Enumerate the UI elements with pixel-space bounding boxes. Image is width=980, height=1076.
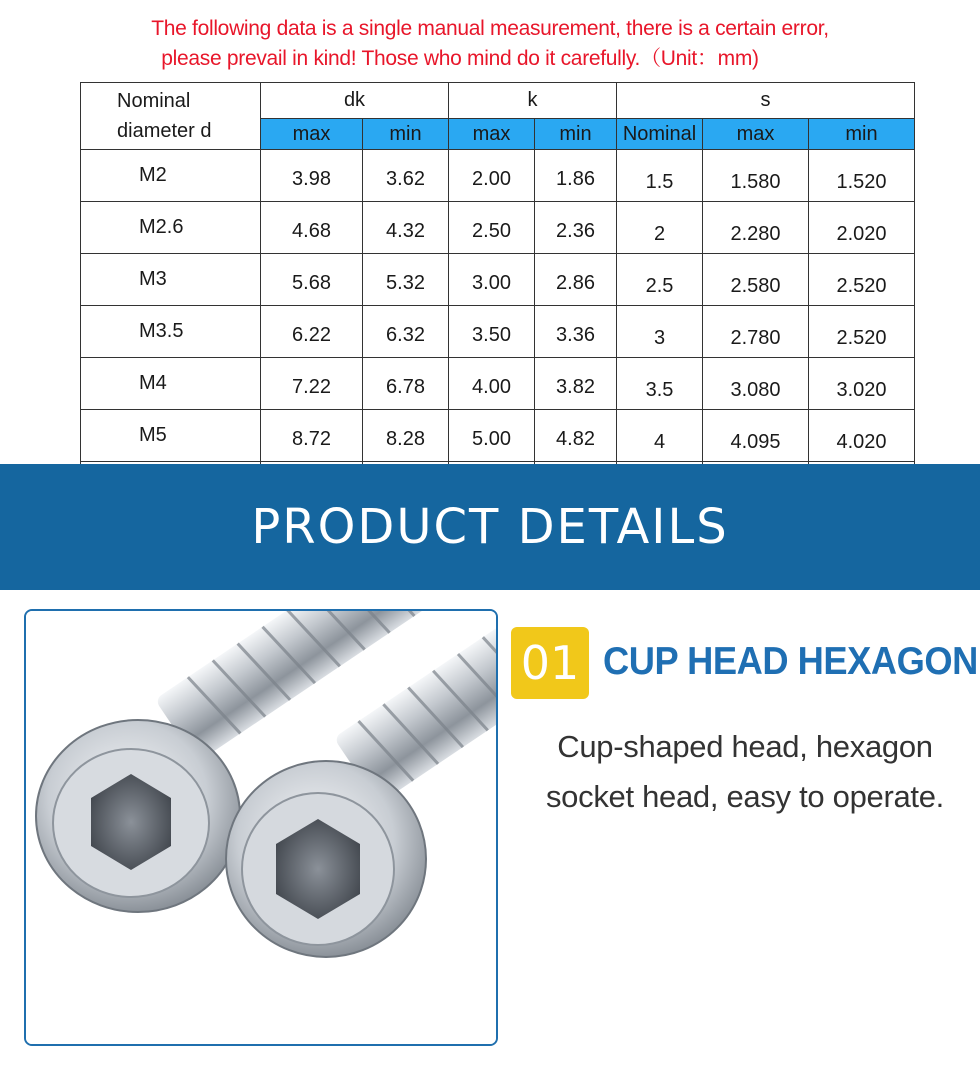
- cell-s-max: 1.580: [703, 150, 809, 202]
- subheader-cell: min: [535, 119, 617, 150]
- product-photo: [24, 609, 498, 1046]
- cell-s-max: 2.780: [703, 306, 809, 358]
- group-dk: dk: [261, 83, 449, 119]
- cell-dk-min: 6.78: [363, 358, 449, 410]
- cell-k-min: 3.36: [535, 306, 617, 358]
- table-row: [81, 306, 915, 358]
- group-s: s: [617, 83, 915, 119]
- feature-description: [510, 722, 980, 822]
- cell-s-min: 3.020: [809, 358, 915, 410]
- table-row: [81, 254, 915, 306]
- cell-s-min: 2.520: [809, 254, 915, 306]
- subheader-cell: max: [449, 119, 535, 150]
- nominal-diameter-header: Nominal diameter d: [81, 83, 261, 150]
- cell-s-max: 4.095: [703, 410, 809, 462]
- subheader-cell: Nominal: [617, 119, 703, 150]
- subheader-cell: min: [363, 119, 449, 150]
- table-row: [81, 410, 915, 462]
- cell-s-min: 2.020: [809, 202, 915, 254]
- banner-title: PRODUCT DETAILS: [251, 499, 729, 555]
- cell-dk-min: 5.32: [363, 254, 449, 306]
- cell-k-min: 3.82: [535, 358, 617, 410]
- table-group-header: [81, 83, 915, 119]
- cell-dk-max: 6.22: [261, 306, 363, 358]
- cell-d: M4: [81, 358, 261, 410]
- table-row: [81, 202, 915, 254]
- cell-k-max: 4.00: [449, 358, 535, 410]
- cell-s-nom: 1.5: [617, 150, 703, 202]
- notice-line-1: The following data is a single manual measurement, there is a certain error,: [151, 17, 829, 40]
- cell-s-nom: 2: [617, 202, 703, 254]
- measurement-notice: [0, 14, 980, 74]
- cell-dk-max: 8.72: [261, 410, 363, 462]
- feature-title: CUP HEAD HEXAGON: [603, 640, 978, 683]
- feature-number-badge: 01: [511, 627, 589, 699]
- cell-s-min: 4.020: [809, 410, 915, 462]
- subheader-cell: min: [809, 119, 915, 150]
- cell-dk-min: 3.62: [363, 150, 449, 202]
- table-row: [81, 150, 915, 202]
- cell-dk-max: 3.98: [261, 150, 363, 202]
- notice-line-2: please prevail in kind! Those who mind do it carefully.（Unit：mm): [161, 47, 759, 70]
- cell-d: M3: [81, 254, 261, 306]
- cell-s-max: 2.580: [703, 254, 809, 306]
- subheader-cell: max: [261, 119, 363, 150]
- cap-screws-illustration: [26, 611, 496, 1044]
- cell-d: M2: [81, 150, 261, 202]
- cell-k-min: 2.36: [535, 202, 617, 254]
- cell-s-max: 3.080: [703, 358, 809, 410]
- table-row: [81, 358, 915, 410]
- cell-s-min: 1.520: [809, 150, 915, 202]
- cell-k-max: 2.50: [449, 202, 535, 254]
- cell-s-nom: 4: [617, 410, 703, 462]
- cell-k-min: 4.82: [535, 410, 617, 462]
- cell-k-max: 5.00: [449, 410, 535, 462]
- cell-s-nom: 3.5: [617, 358, 703, 410]
- cell-d: M5: [81, 410, 261, 462]
- cell-d: M3.5: [81, 306, 261, 358]
- cell-s-max: 2.280: [703, 202, 809, 254]
- cell-dk-min: 8.28: [363, 410, 449, 462]
- cell-dk-min: 6.32: [363, 306, 449, 358]
- group-k: k: [449, 83, 617, 119]
- cell-k-min: 1.86: [535, 150, 617, 202]
- cell-dk-min: 4.32: [363, 202, 449, 254]
- cell-s-nom: 2.5: [617, 254, 703, 306]
- cell-k-max: 3.50: [449, 306, 535, 358]
- feature-desc-line-2: socket head, easy to operate.: [545, 779, 944, 814]
- cell-d: M2.6: [81, 202, 261, 254]
- product-details-banner: [0, 464, 980, 590]
- cell-dk-max: 5.68: [261, 254, 363, 306]
- cell-dk-max: 4.68: [261, 202, 363, 254]
- size-spec-table: [80, 82, 915, 514]
- cell-k-max: 2.00: [449, 150, 535, 202]
- subheader-cell: max: [703, 119, 809, 150]
- cell-s-nom: 3: [617, 306, 703, 358]
- feature-desc-line-1: Cup-shaped head, hexagon: [557, 729, 933, 764]
- cell-k-min: 2.86: [535, 254, 617, 306]
- cell-k-max: 3.00: [449, 254, 535, 306]
- cell-dk-max: 7.22: [261, 358, 363, 410]
- cell-s-min: 2.520: [809, 306, 915, 358]
